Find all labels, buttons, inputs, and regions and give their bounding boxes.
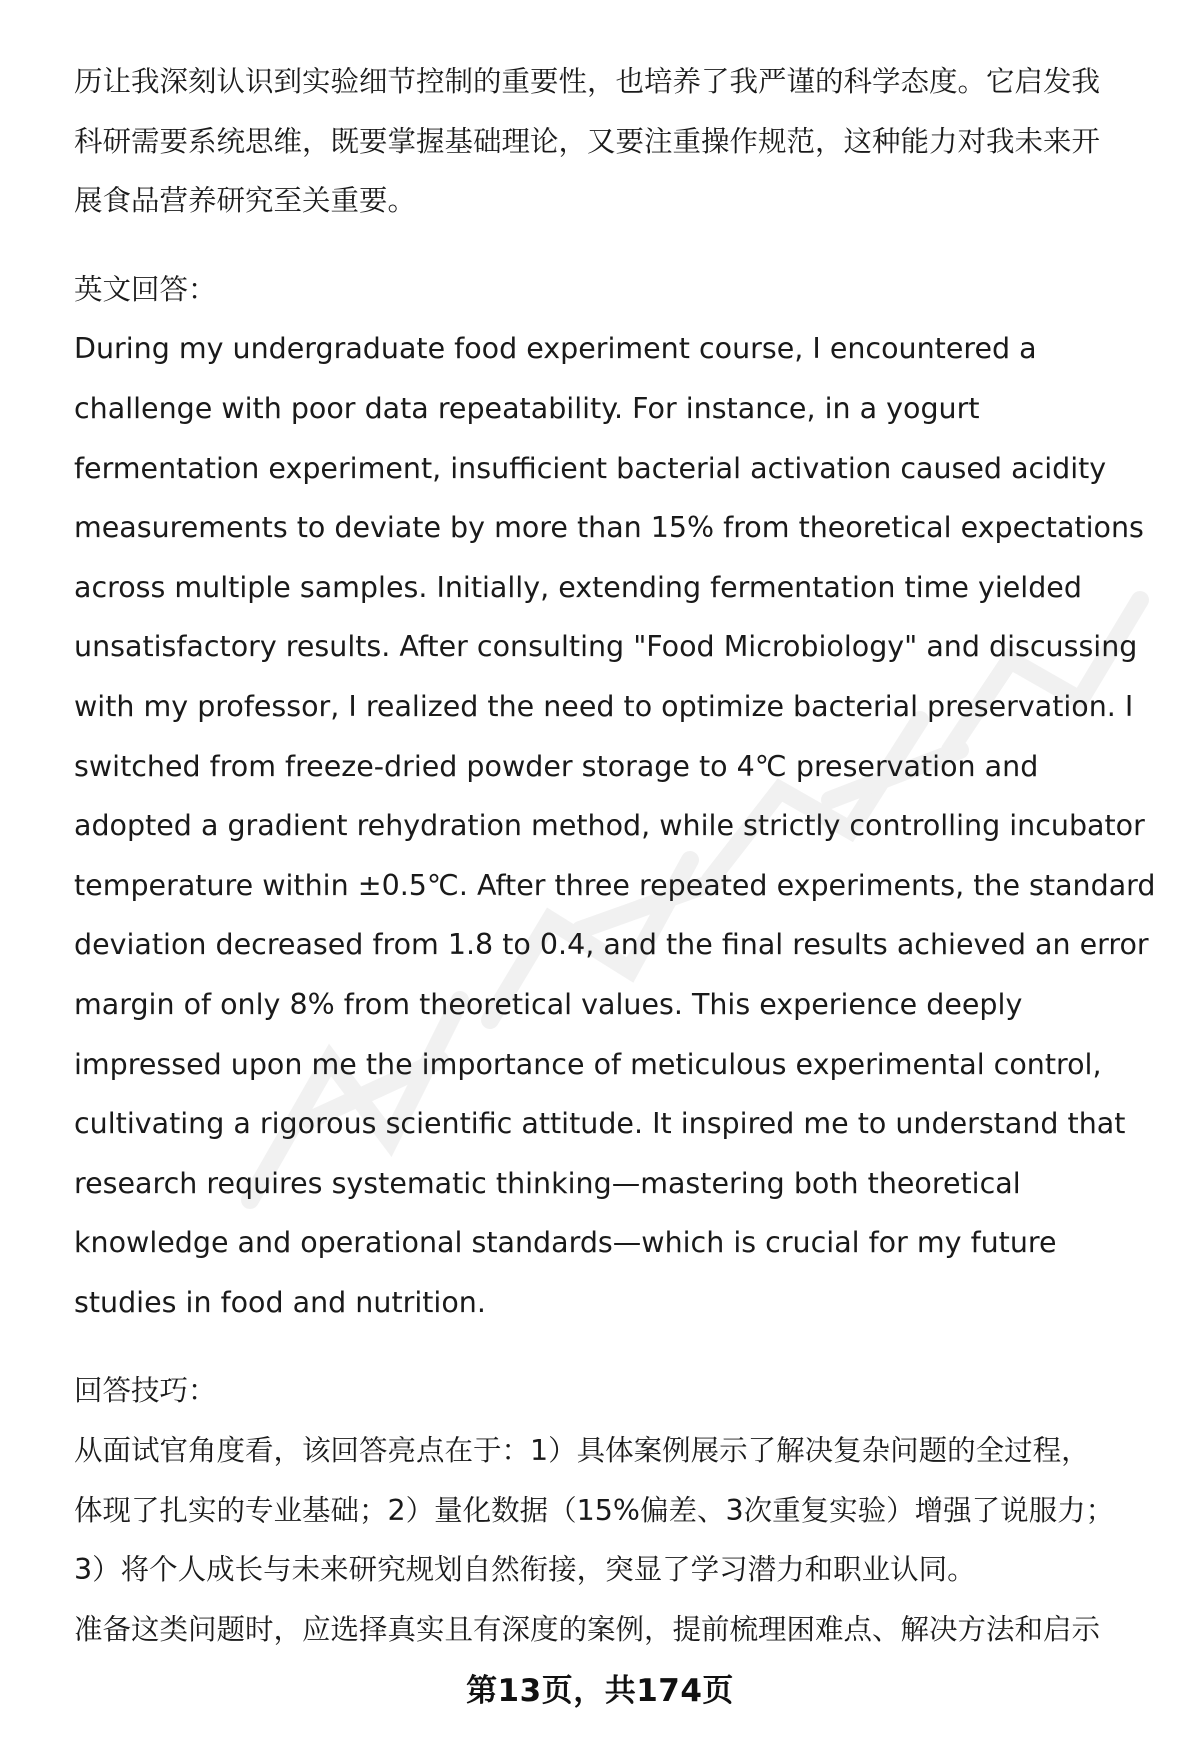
english-answer-label: 英文回答： bbox=[74, 272, 217, 306]
english-answer-line: challenge with poor data repeatability. For instance, in a yogurt bbox=[74, 391, 980, 425]
tips-line: 3）将个人成长与未来研究规划自然衔接，突显了学习潜力和职业认同。 bbox=[74, 1553, 976, 1587]
english-answer-line: impressed upon me the importance of meticulous experimental control, bbox=[74, 1047, 1102, 1081]
english-answer-line: unsatisfactory results. After consulting "Food Microbiology" and discussing bbox=[74, 630, 1138, 664]
english-answer-line: research requires systematic thinking—mastering both theoretical bbox=[74, 1166, 1021, 1200]
english-answer-line: across multiple samples. Initially, extending fermentation time yielded bbox=[74, 570, 1082, 604]
document-page bbox=[74, 52, 1154, 1659]
intro-line: 科研需要系统思维，既要掌握基础理论，又要注重操作规范，这种能力对我未来开 bbox=[74, 124, 1101, 158]
english-answer-line: measurements to deviate by more than 15% from theoretical expectations bbox=[74, 511, 1144, 545]
english-answer-line: fermentation experiment, insufficient bacterial activation caused acidity bbox=[74, 451, 1107, 485]
english-answer-line: margin of only 8% from theoretical values. This experience deeply bbox=[74, 987, 1023, 1021]
english-answer-line: knowledge and operational standards—which is crucial for my future bbox=[74, 1226, 1057, 1260]
tips-line: 体现了扎实的专业基础；2）量化数据（15%偏差、3次重复实验）增强了说服力； bbox=[74, 1493, 1115, 1527]
english-answer-line: temperature within ±0.5℃. After three repeated experiments, the standard bbox=[74, 868, 1156, 902]
intro-line: 展食品营养研究至关重要。 bbox=[74, 184, 417, 218]
tips-line: 从面试官角度看，该回答亮点在于：1）具体案例展示了解决复杂问题的全过程， bbox=[74, 1434, 1090, 1468]
intro-line: 历让我深刻认识到实验细节控制的重要性，也培养了我严谨的科学态度。它启发我 bbox=[74, 65, 1101, 98]
english-answer-line: During my undergraduate food experiment course, I encountered a bbox=[74, 332, 1037, 366]
english-answer-paragraph bbox=[74, 319, 1154, 1332]
english-answer-line: studies in food and nutrition. bbox=[74, 1285, 486, 1319]
english-answer-line: deviation decreased from 1.8 to 0.4, and the final results achieved an error bbox=[74, 928, 1149, 962]
english-answer-line: with my professor, I realized the need to optimize bacterial preservation. I bbox=[74, 689, 1134, 723]
tips-paragraph bbox=[74, 1421, 1154, 1659]
intro-paragraph bbox=[74, 52, 1154, 231]
english-answer-line: switched from freeze-dried powder storage to 4℃ preservation and bbox=[74, 749, 1039, 783]
tips-label: 回答技巧： bbox=[74, 1374, 217, 1408]
english-answer-line: adopted a gradient rehydration method, while strictly controlling incubator bbox=[74, 809, 1145, 843]
page-footer: 第13页，共174页 bbox=[466, 1673, 734, 1709]
tips-line: 准备这类问题时，应选择真实且有深度的案例，提前梳理困难点、解决方法和启示 bbox=[74, 1612, 1101, 1646]
english-answer-line: cultivating a rigorous scientific attitude. It inspired me to understand that bbox=[74, 1107, 1126, 1141]
